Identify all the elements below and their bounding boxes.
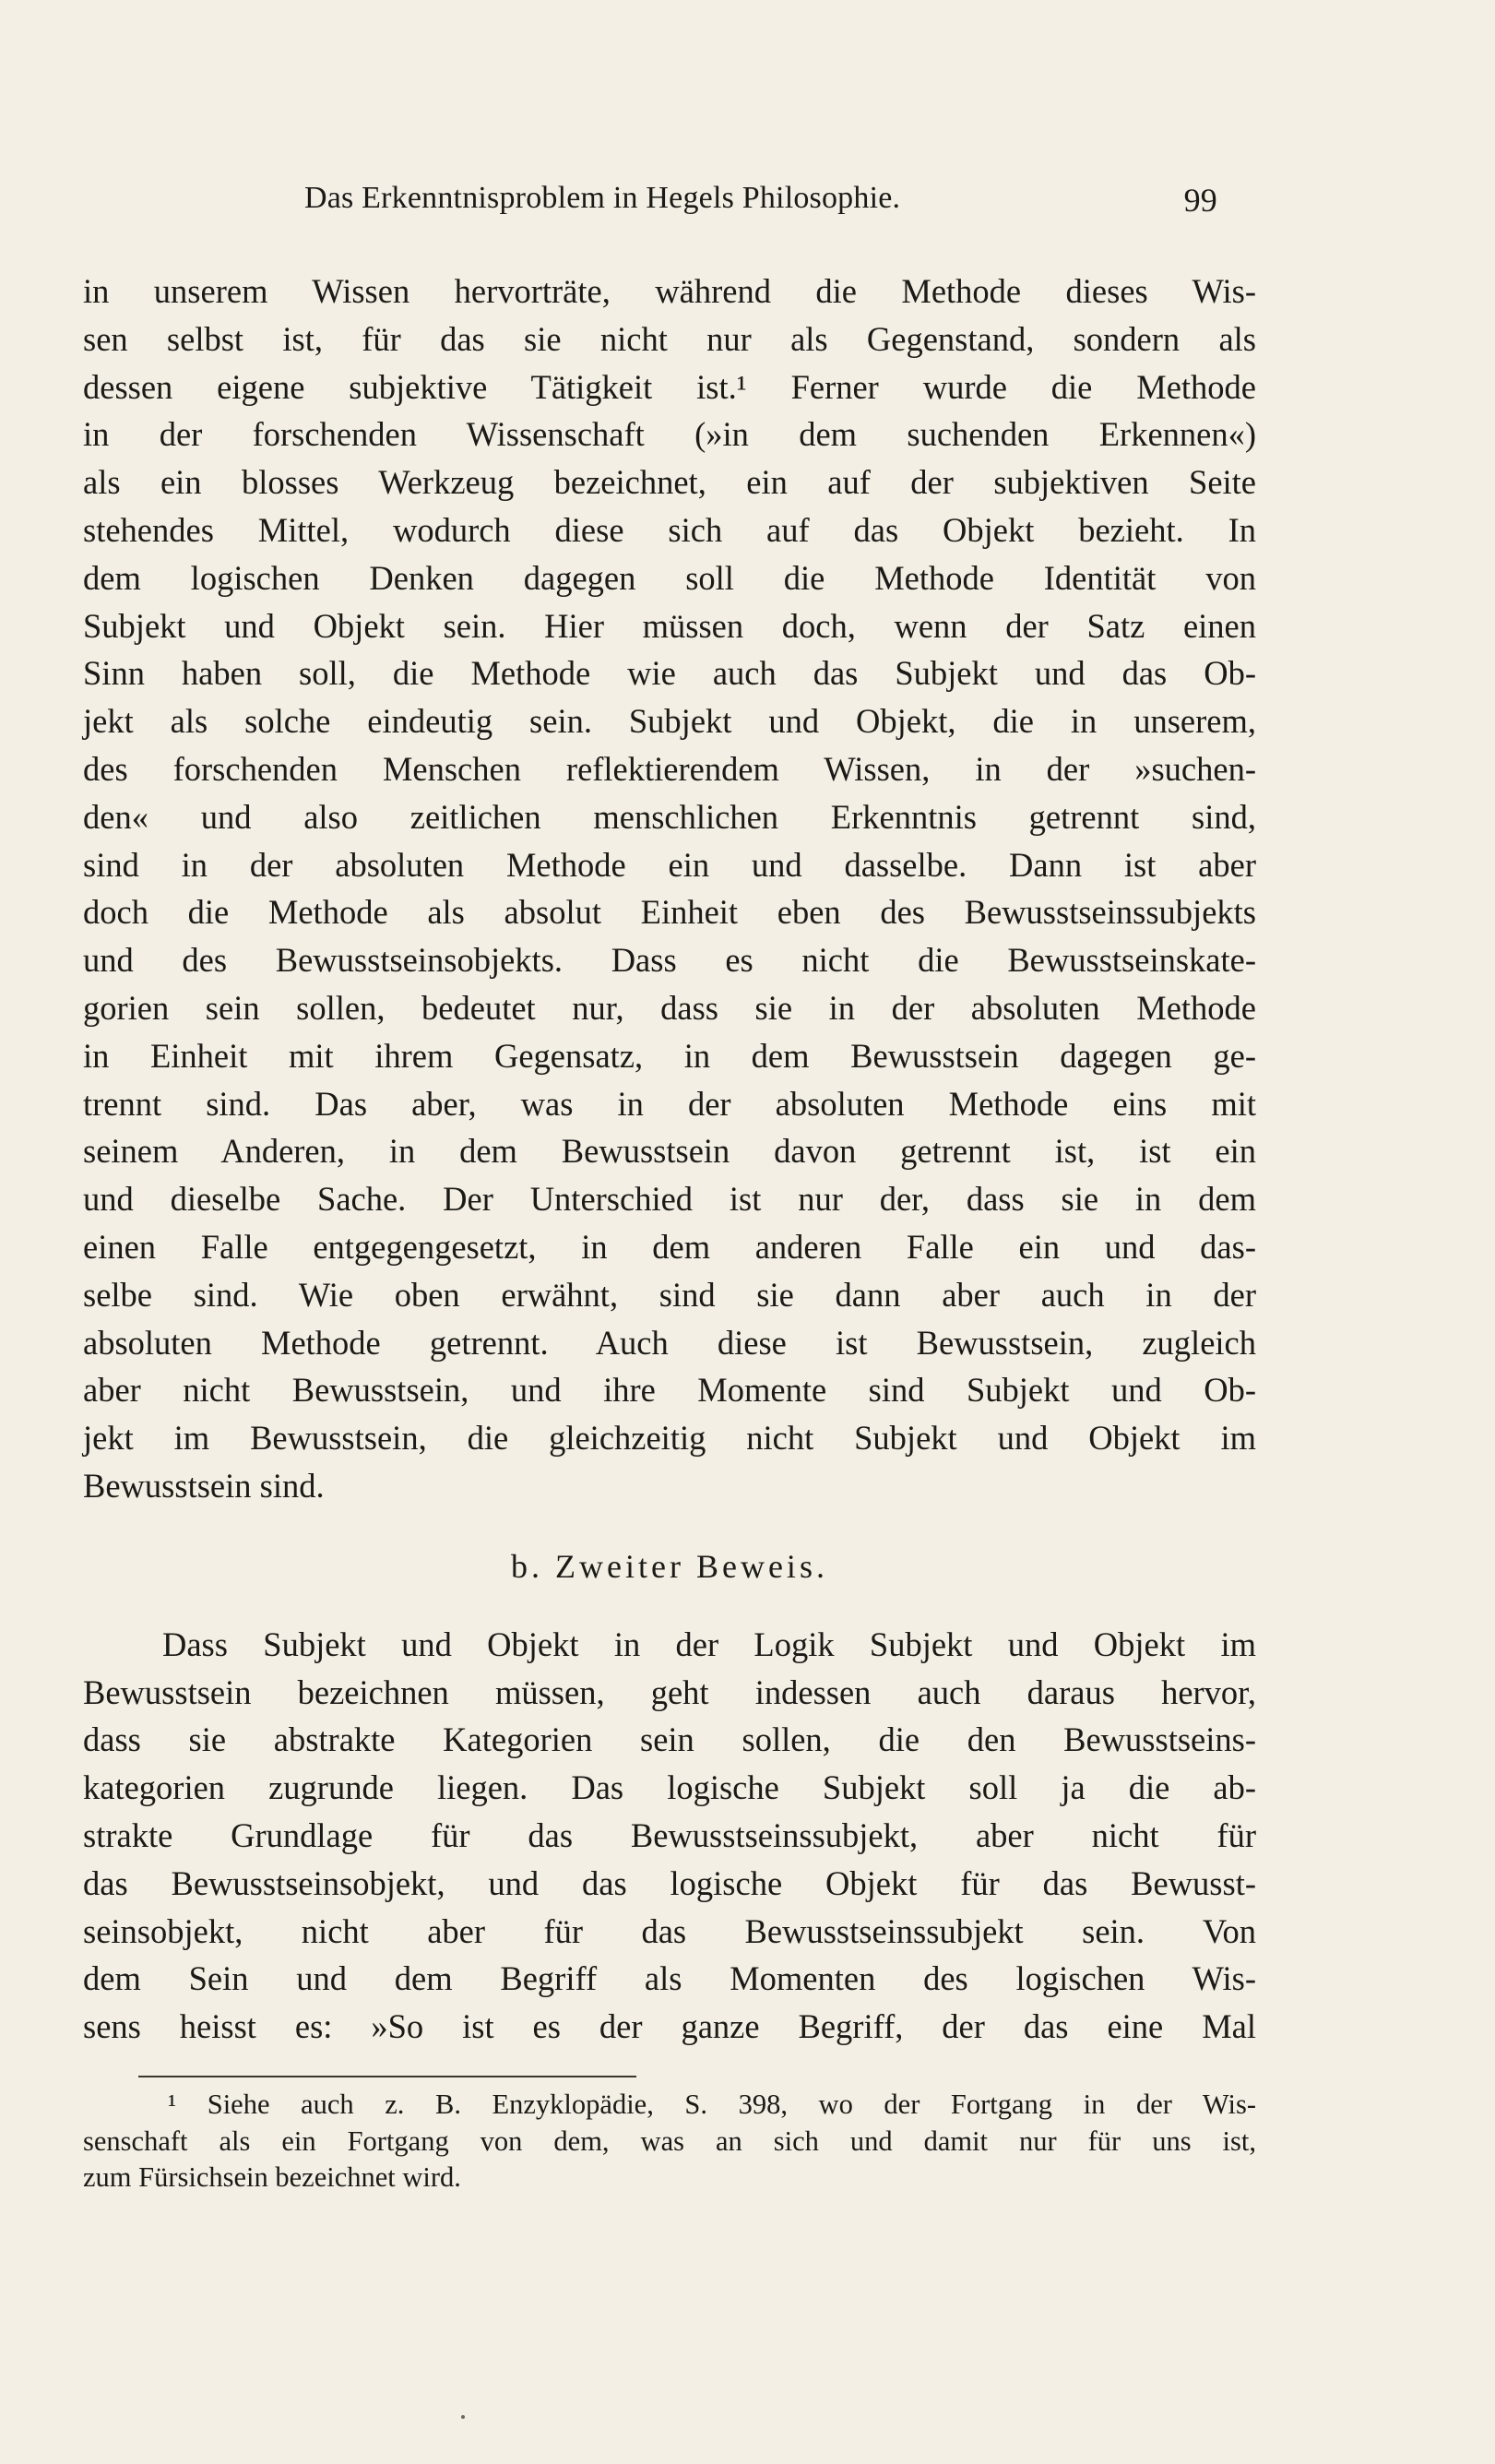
footnote-line: zum Fürsichsein bezeichnet wird.	[83, 2161, 461, 2193]
footnote	[83, 2087, 1256, 2196]
text-line: absoluten Methode getrennt. Auch diese ist Bewusstsein, zugleich	[83, 1323, 1256, 1362]
paragraph-2	[83, 1621, 1256, 2051]
text-line: doch die Methode als absolut Einheit eben des Bewusstseinssubjekts	[83, 893, 1256, 932]
text-line: dem Sein und dem Begriff als Momenten des logischen Wis-	[83, 1959, 1256, 1998]
text-line: seinsobjekt, nicht aber für das Bewusstseinssubjekt sein. Von	[83, 1911, 1256, 1950]
running-head	[304, 181, 1217, 227]
footnote-divider	[138, 2076, 636, 2077]
text-line: selbe sind. Wie oben erwähnt, sind sie dann aber auch in der	[83, 1275, 1256, 1314]
text-line: als ein blosses Werkzeug bezeichnet, ein auf der subjektiven Seite	[83, 463, 1256, 502]
text-line: dass sie abstrakte Kategorien sein sollen, die den Bewusstseins-	[83, 1720, 1256, 1759]
text-line: sind in der absoluten Methode ein und dasselbe. Dann ist aber	[83, 845, 1256, 884]
text-line: in Einheit mit ihrem Gegensatz, in dem Bewusstsein dagegen ge-	[83, 1036, 1256, 1075]
text-line: seinem Anderen, in dem Bewusstsein davon getrennt ist, ist ein	[83, 1132, 1256, 1171]
paragraph-1	[83, 268, 1256, 1510]
text-line: sens heisst es: »So ist es der ganze Begriff, der das eine Mal	[83, 2007, 1256, 2046]
text-line: strakte Grundlage für das Bewusstseinssubjekt, aber nicht für	[83, 1815, 1256, 1854]
section-heading: b. Zweiter Beweis.	[511, 1547, 828, 1585]
text-line: gorien sein sollen, bedeutet nur, dass sie in der absoluten Methode	[83, 988, 1256, 1027]
text-line: sen selbst ist, für das sie nicht nur als Gegenstand, sondern als	[83, 319, 1256, 358]
text-line: und des Bewusstseinsobjekts. Dass es nicht die Bewusstseinskate-	[83, 941, 1256, 980]
text-line: und dieselbe Sache. Der Unterschied ist nur der, dass sie in dem	[83, 1180, 1256, 1219]
text-line: Bewusstsein sind.	[83, 1466, 325, 1505]
text-line: jekt als solche eindeutig sein. Subjekt und Objekt, die in unserem,	[83, 702, 1256, 741]
text-line: jekt im Bewusstsein, die gleichzeitig nicht Subjekt und Objekt im	[83, 1419, 1256, 1458]
text-line: des forschenden Menschen reflektierendem Wissen, in der »suchen-	[83, 749, 1256, 788]
text-line: aber nicht Bewusstsein, und ihre Momente sind Subjekt und Ob-	[83, 1371, 1256, 1410]
text-line: Dass Subjekt und Objekt in der Logik Subjekt und Objekt im	[162, 1625, 1256, 1663]
footnote-line: ¹ Siehe auch z. B. Enzyklopädie, S. 398, wo der Fortgang in der Wis-	[168, 2089, 1256, 2120]
text-line: dem logischen Denken dagegen soll die Methode Identität von	[83, 558, 1256, 597]
text-line: in unserem Wissen hervorträte, während die Methode dieses Wis-	[83, 272, 1256, 310]
page-number: 99	[1183, 182, 1217, 219]
body-text	[83, 268, 1256, 2051]
footnote-line: senschaft als ein Fortgang von dem, was an sich und damit nur für uns ist,	[83, 2125, 1256, 2157]
running-head-title: Das Erkenntnisproblem in Hegels Philosophie.	[304, 181, 901, 215]
text-line: stehendes Mittel, wodurch diese sich auf das Objekt bezieht. In	[83, 510, 1256, 549]
text-line: Subjekt und Objekt sein. Hier müssen doch, wenn der Satz einen	[83, 606, 1256, 645]
text-line: Sinn haben soll, die Methode wie auch das Subjekt und das Ob-	[83, 654, 1256, 693]
text-line: in der forschenden Wissenschaft (»in dem suchenden Erkennen«)	[83, 415, 1256, 454]
paper-speck	[461, 2415, 465, 2419]
text-line: Bewusstsein bezeichnen müssen, geht indessen auch daraus hervor,	[83, 1672, 1256, 1711]
text-line: das Bewusstseinsobjekt, und das logische Objekt für das Bewusst-	[83, 1863, 1256, 1902]
text-line: den« und also zeitlichen menschlichen Erkenntnis getrennt sind,	[83, 797, 1256, 836]
text-line: einen Falle entgegengesetzt, in dem anderen Falle ein und das-	[83, 1227, 1256, 1266]
text-line: trennt sind. Das aber, was in der absoluten Methode eins mit	[83, 1084, 1256, 1123]
text-line: kategorien zugrunde liegen. Das logische Subjekt soll ja die ab-	[83, 1768, 1256, 1807]
text-line: dessen eigene subjektive Tätigkeit ist.¹ Ferner wurde die Methode	[83, 367, 1256, 406]
